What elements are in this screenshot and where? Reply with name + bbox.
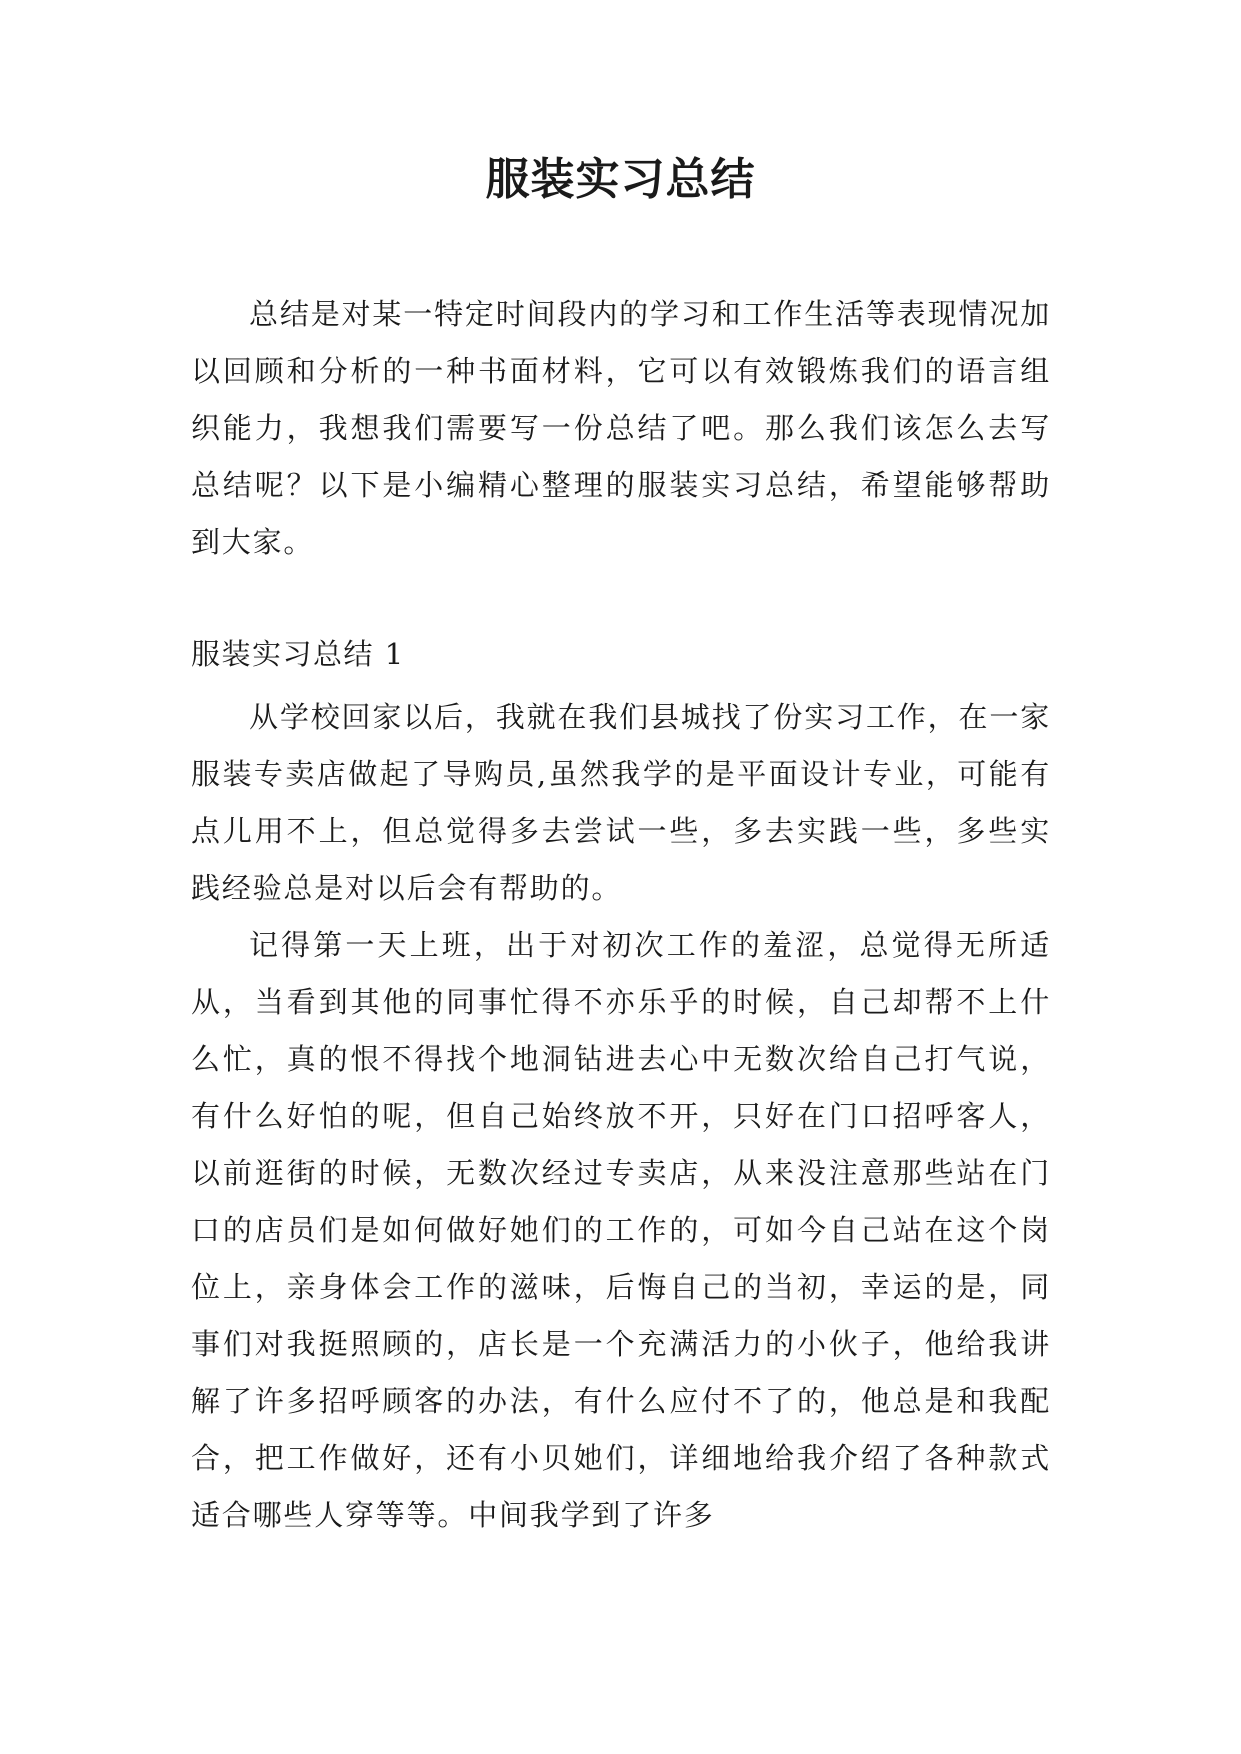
section-heading: 服装实习总结 1 bbox=[191, 637, 405, 671]
document-title: 服装实习总结 bbox=[485, 154, 756, 205]
body-paragraph-1: 从学校回家以后，我就在我们县城找了份实习工作，在一家服装专卖店做起了导购员,虽然我学的是平面设计专业，可能有点儿用不上，但总觉得多去尝试一些，多去实践一些，多些实践经验总是对以后会有帮助的。 bbox=[191, 700, 1051, 905]
intro-paragraph: 总结是对某一特定时间段内的学习和工作生活等表现情况加以回顾和分析的一种书面材料，它可以有效锻炼我们的语言组织能力，我想我们需要写一份总结了吧。那么我们该怎么去写总结呢？以下是小编精心整理的服装实习总结，希望能够帮助到大家。 bbox=[191, 297, 1051, 559]
body-paragraph-2: 记得第一天上班，出于对初次工作的羞涩，总觉得无所适从，当看到其他的同事忙得不亦乐乎的时候，自己却帮不上什么忙，真的恨不得找个地洞钻进去心中无数次给自己打气说，有什么好怕的呢，但自己始终放不开，只好在门口招呼客人，以前逛街的时候，无数次经过专卖店，从来没注意那些站在门口的店员们是如何做好她们的工作的，可如今自己站在这个岗位上，亲身体会工作的滋味，后悔自己的当初，幸运的是，同事们对我挺照顾的，店长是一个充满活力的小伙子，他给我讲解了许多招呼顾客的办法，有什么应付不了的，他总是和我配合，把工作做好，还有小贝她们，详细地给我介绍了各种款式适合哪些人穿等等。中间我学到了许多 bbox=[191, 928, 1051, 1532]
section-spacer bbox=[191, 571, 1051, 626]
document-body bbox=[191, 286, 1051, 1544]
